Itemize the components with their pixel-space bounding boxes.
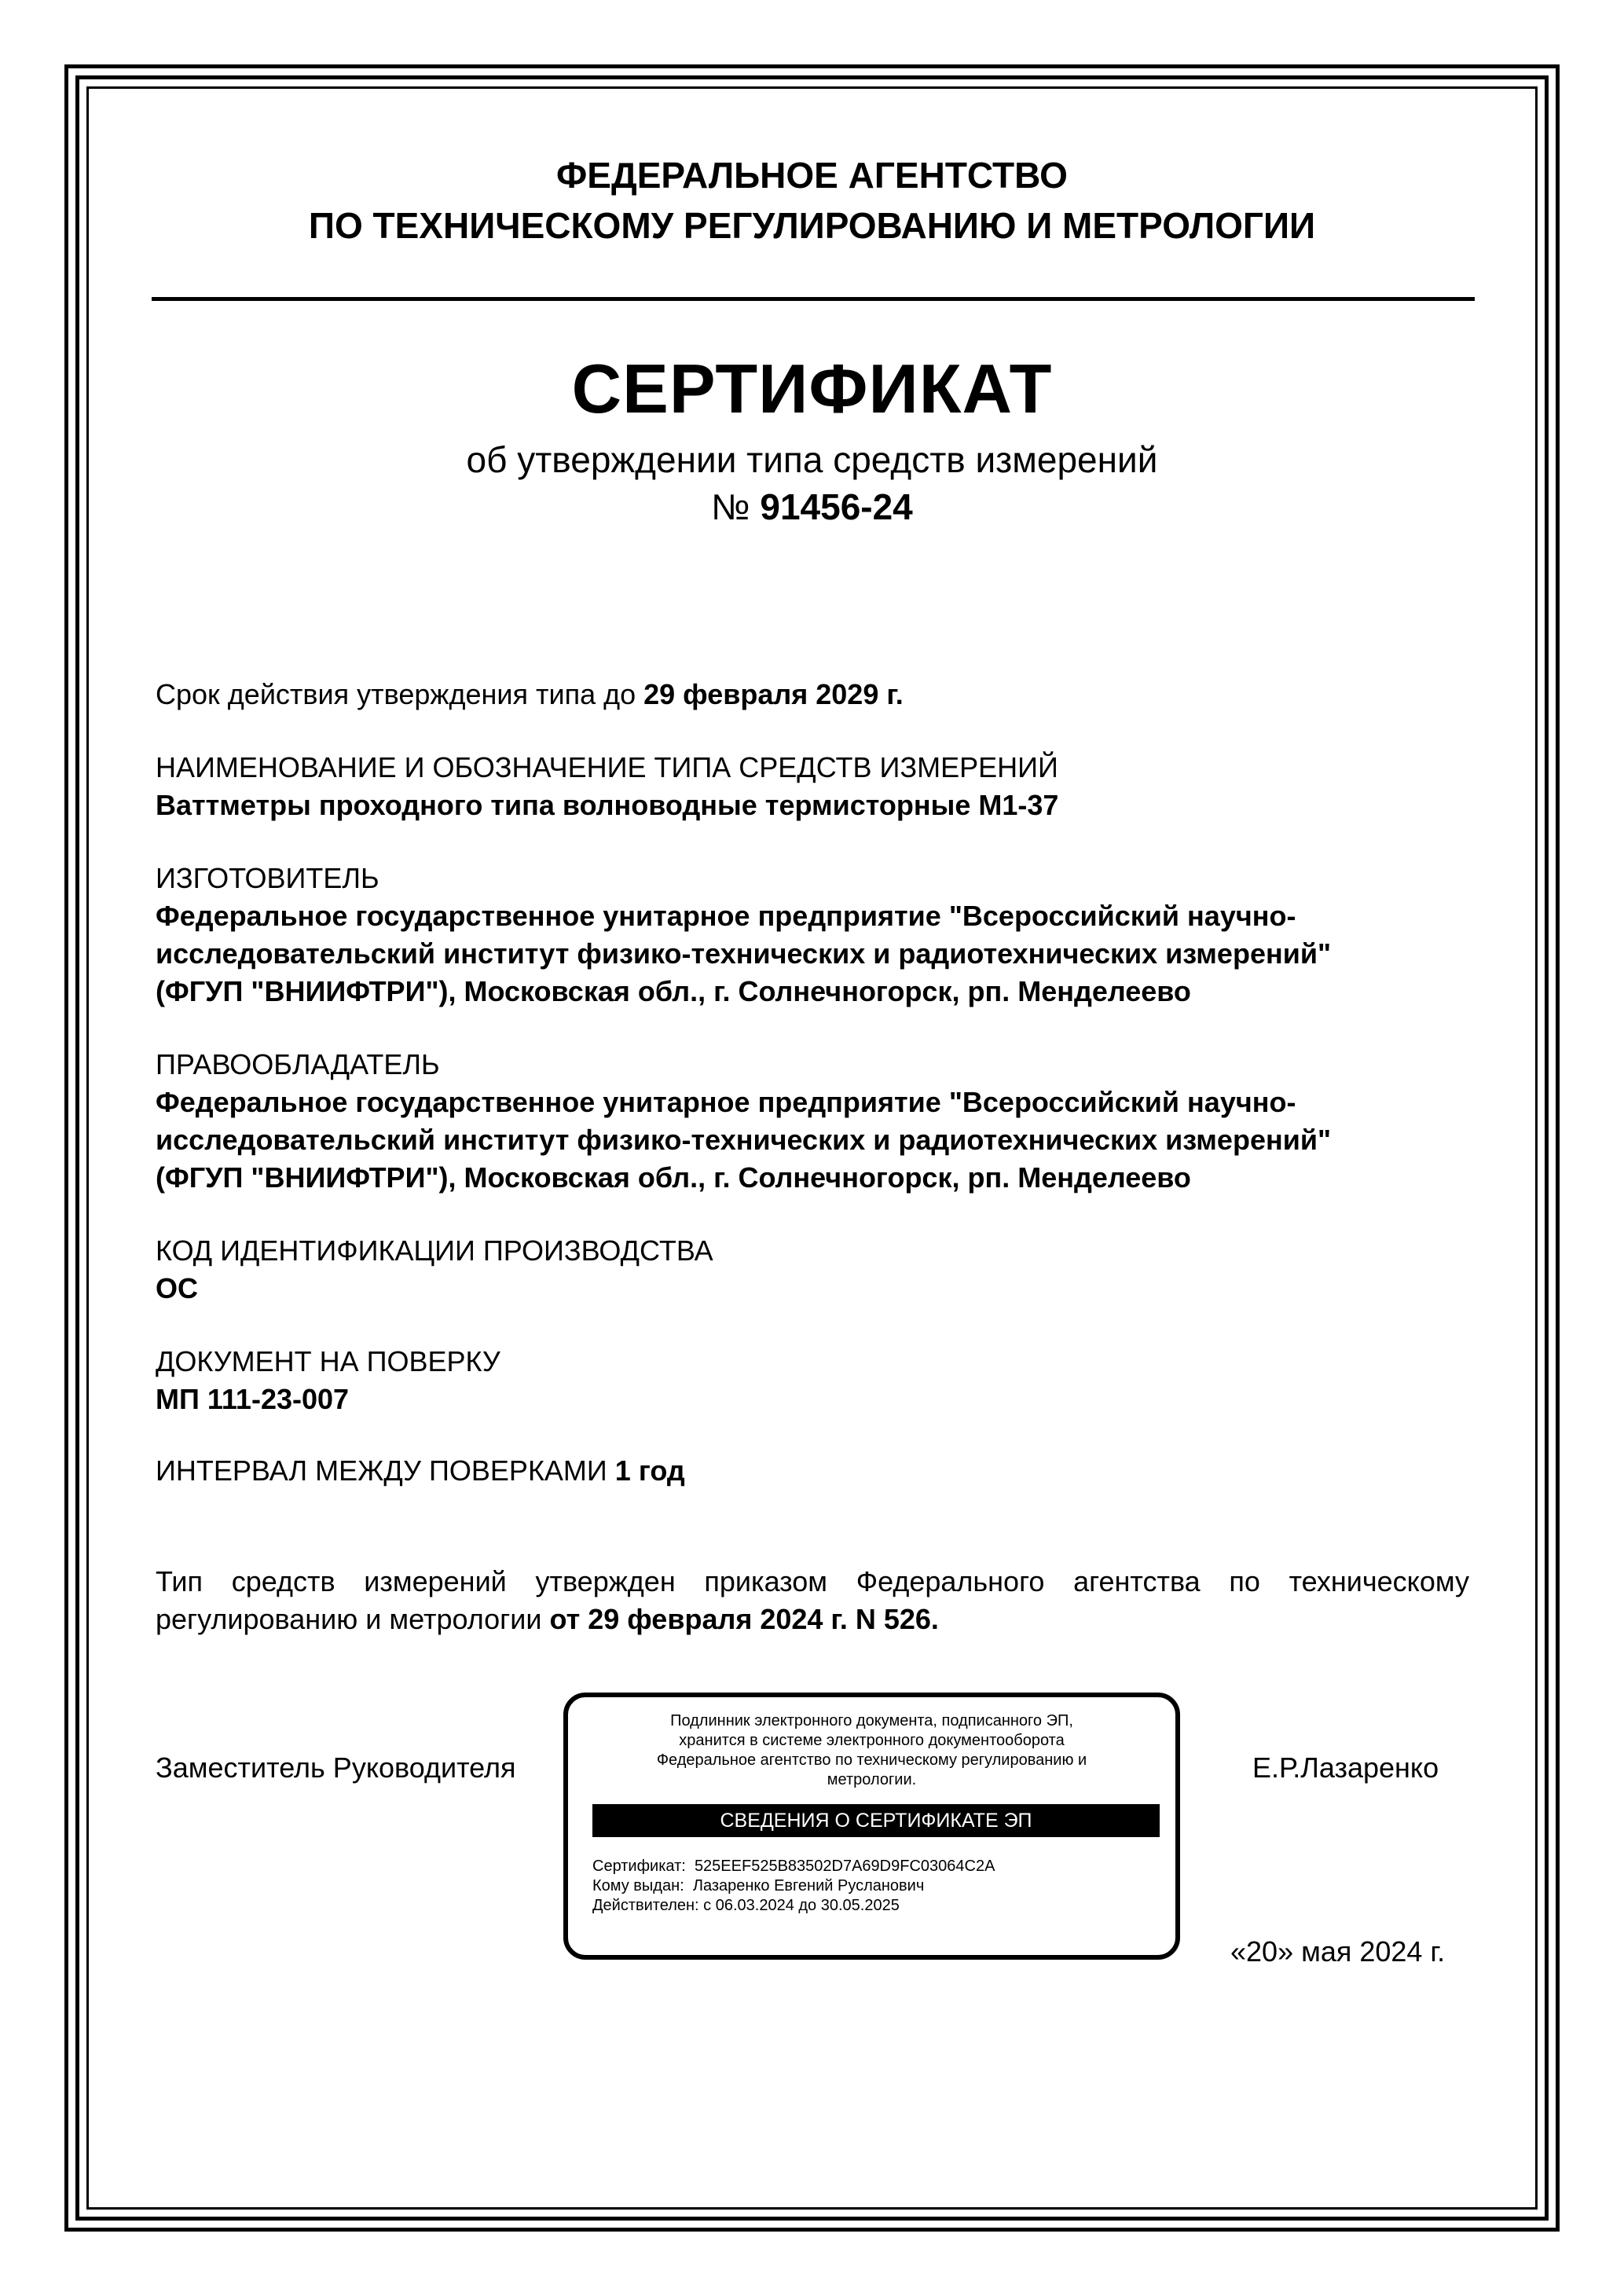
signature-date: «20» мая 2024 г. <box>1230 1935 1446 1968</box>
stamp-issued-row <box>592 1876 924 1896</box>
header-divider <box>152 297 1475 301</box>
verification-doc-value: МП 111-23-007 <box>156 1383 350 1415</box>
manufacturer-line-3: (ФГУП "ВНИИФТРИ"), Московская обл., г. Солнечногорск, рп. Менделеево <box>156 975 1191 1007</box>
rights-holder-heading: ПРАВООБЛАДАТЕЛЬ <box>156 1048 440 1080</box>
certificate-number <box>0 482 1624 531</box>
rights-holder-line-1: Федеральное государственное унитарное предприятие "Всероссийский научно- <box>156 1086 1296 1118</box>
stamp-certificate-label: Сертификат: <box>592 1858 686 1875</box>
approval-order-line-1: Тип средств измерений утвержден приказом Федерального агентства по техническому <box>156 1565 1469 1597</box>
approval-order-prefix: регулированию и метрологии <box>156 1603 550 1635</box>
verification-doc-heading: ДОКУМЕНТ НА ПОВЕРКУ <box>156 1345 500 1377</box>
signatory-name: Е.Р.Лазаренко <box>1252 1751 1439 1784</box>
rights-holder-line-2: исследовательский институт физико-технических и радиотехнических измерений" <box>156 1124 1332 1156</box>
interval-value: 1 год <box>614 1454 685 1487</box>
stamp-notice-line-2: хранится в системе электронного документооборота <box>679 1732 1065 1749</box>
type-name-value: Ваттметры проходного типа волноводные термисторные М1-37 <box>156 789 1059 821</box>
manufacturer-heading: ИЗГОТОВИТЕЛЬ <box>156 862 379 894</box>
certificate-subtitle: об утверждении типа средств измерений <box>466 439 1158 480</box>
approval-order-line-2 <box>156 1601 939 1638</box>
stamp-notice-line-1: Подлинник электронного документа, подписанного ЭП, <box>670 1712 1073 1729</box>
stamp-validity-row <box>592 1896 900 1916</box>
verification-interval <box>156 1452 685 1490</box>
stamp-notice-line-4: метрологии. <box>827 1771 917 1788</box>
validity-period <box>156 676 904 713</box>
type-name-heading: НАИМЕНОВАНИЕ И ОБОЗНАЧЕНИЕ ТИПА СРЕДСТВ ИЗМЕРЕНИЙ <box>156 751 1058 783</box>
stamp-notice-line-3: Федеральное агентство по техническому регулированию и <box>656 1751 1087 1769</box>
stamp-issued-value: Лазаренко Евгений Русланович <box>692 1877 925 1894</box>
approval-order-reference: от 29 февраля 2024 г. N 526. <box>549 1603 939 1635</box>
certificate-number-value: 91456-24 <box>760 486 913 527</box>
validity-label: Срок действия утверждения типа до <box>156 678 644 710</box>
signatory-position: Заместитель Руководителя <box>156 1751 516 1784</box>
agency-name-line-1: ФЕДЕРАЛЬНОЕ АГЕНТСТВО <box>556 155 1068 196</box>
stamp-certificate-serial: 525EEF525B83502D7A69D9FC03064C2A <box>694 1858 995 1875</box>
electronic-signature-stamp <box>563 1693 1180 1960</box>
stamp-certificate-row <box>592 1857 995 1876</box>
stamp-validity-value: с 06.03.2024 до 30.05.2025 <box>703 1897 900 1914</box>
certificate-title: СЕРТИФИКАТ <box>571 350 1053 427</box>
stamp-certificate-header: СВЕДЕНИЯ О СЕРТИФИКАТЕ ЭП <box>592 1804 1160 1837</box>
agency-name-line-2: ПО ТЕХНИЧЕСКОМУ РЕГУЛИРОВАНИЮ И МЕТРОЛОГИИ <box>308 205 1316 246</box>
stamp-issued-label: Кому выдан: <box>592 1877 684 1894</box>
manufacturer-line-2: исследовательский институт физико-технических и радиотехнических измерений" <box>156 937 1332 970</box>
manufacturer-line-1: Федеральное государственное унитарное предприятие "Всероссийский научно- <box>156 900 1296 932</box>
stamp-validity-label: Действителен: <box>592 1897 699 1914</box>
certificate-number-prefix: № <box>711 486 761 527</box>
validity-date: 29 февраля 2029 г. <box>643 678 904 710</box>
production-code-heading: КОД ИДЕНТИФИКАЦИИ ПРОИЗВОДСТВА <box>156 1234 713 1267</box>
production-code-value: ОС <box>156 1272 198 1304</box>
interval-label: ИНТЕРВАЛ МЕЖДУ ПОВЕРКАМИ <box>156 1454 615 1487</box>
rights-holder-line-3: (ФГУП "ВНИИФТРИ"), Московская обл., г. Солнечногорск, рп. Менделеево <box>156 1161 1191 1194</box>
